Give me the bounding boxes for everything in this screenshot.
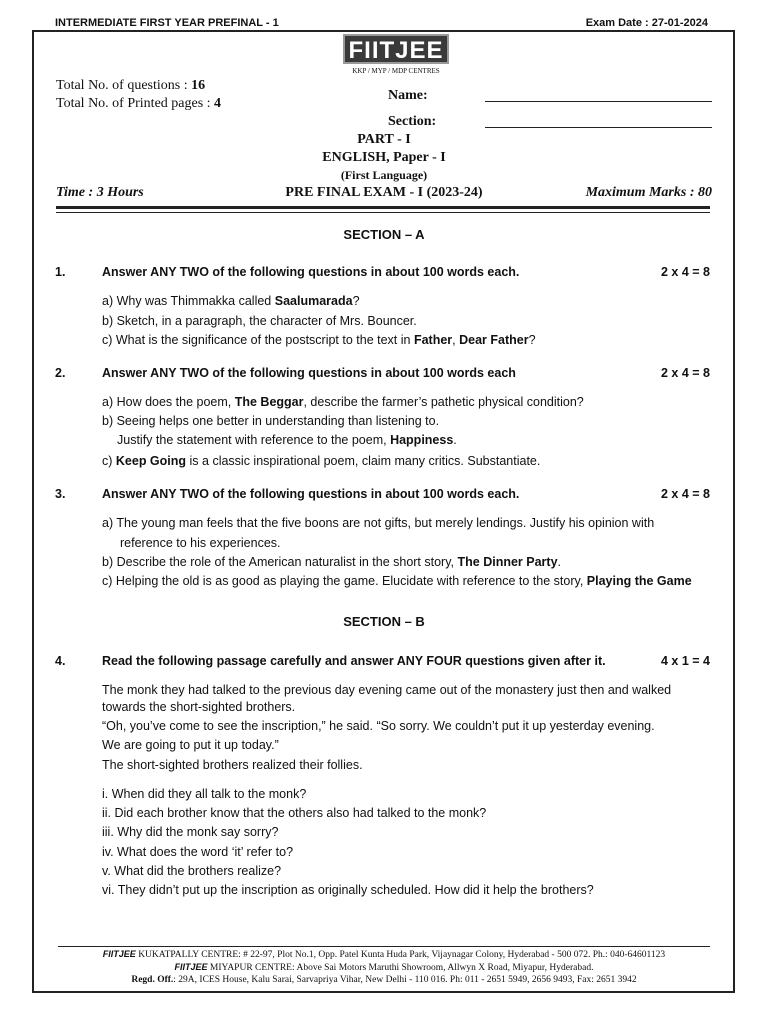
question-text: Answer ANY TWO of the following questions in about 100 words each. [102, 265, 520, 279]
question-text: Read the following passage carefully and answer ANY FOUR questions given after it. [102, 654, 606, 668]
question-number: 2. [55, 366, 66, 380]
question-item: b) Sketch, in a paragraph, the character of Mrs. Bouncer. [102, 314, 417, 328]
name-blank[interactable] [485, 101, 712, 102]
question-item: a) The young man feels that the five boons are not gifts, but merely lendings. Justify his opinion with [102, 516, 655, 530]
section-b-title: SECTION – B [343, 614, 425, 629]
question-item: reference to his experiences. [120, 536, 281, 550]
question-marks: 2 x 4 = 8 [661, 265, 710, 279]
question-number: 3. [55, 487, 66, 501]
language-title: (First Language) [340, 168, 428, 182]
footer-kukatpally: FIITJEE KUKATPALLY CENTRE: # 22-97, Plot No.1, Opp. Patel Kunta Huda Park, Vijaynagar Colony, Hyderabad - 500 072. Ph.: 040-64601123 [102, 949, 666, 960]
question-number: 1. [55, 265, 66, 279]
total-pages: Total No. of Printed pages : 4 [56, 96, 222, 111]
question-item: c) What is the significance of the postscript to the text in Father, Dear Father? [102, 333, 536, 347]
question-item: b) Seeing helps one better in understanding than listening to. [102, 414, 440, 428]
question-item: Justify the statement with reference to the poem, Happiness. [117, 433, 457, 447]
passage-line: towards the short-sighted brothers. [102, 700, 296, 714]
exam-title: INTERMEDIATE FIRST YEAR PREFINAL - 1 [55, 17, 279, 29]
section-blank[interactable] [485, 127, 712, 128]
question-item: b) Describe the role of the American naturalist in the short story, The Dinner Party. [102, 555, 562, 569]
name-label: Name: [388, 88, 428, 103]
sub-question: v. What did the brothers realize? [102, 864, 282, 878]
question-marks: 2 x 4 = 8 [661, 487, 710, 501]
exam-name: PRE FINAL EXAM - I (2023-24) [285, 185, 483, 200]
sub-question: vi. They didn’t put up the inscription as originally scheduled. How did it help the brothers? [102, 883, 594, 897]
passage-line: The monk they had talked to the previous day evening came out of the monastery just then and walked [102, 683, 672, 697]
max-marks: Maximum Marks : 80 [585, 185, 712, 200]
sub-question: i. When did they all talk to the monk? [102, 787, 307, 801]
question-marks: 4 x 1 = 4 [661, 654, 710, 668]
question-text: Answer ANY TWO of the following questions in about 100 words each. [102, 487, 520, 501]
question-item: c) Keep Going is a classic inspirational poem, claim many critics. Substantiate. [102, 454, 541, 468]
sub-question: iii. Why did the monk say sorry? [102, 825, 279, 839]
section-label: Section: [388, 114, 437, 129]
question-item: c) Helping the old is as good as playing the game. Elucidate with reference to the story, Playing the Game [102, 574, 692, 588]
footer-regd-office: Regd. Off.: 29A, ICES House, Kalu Sarai, Sarvapriya Vihar, New Delhi - 110 016. Ph: 011 - 2651 5949, 2656 9493, Fax: 2651 3942 [131, 975, 637, 985]
passage-line: The short-sighted brothers realized their follies. [102, 758, 363, 772]
sub-question: ii. Did each brother know that the others also had talked to the monk? [102, 806, 487, 820]
question-marks: 2 x 4 = 8 [661, 366, 710, 380]
exam-date: Exam Date : 27-01-2024 [585, 17, 708, 29]
subject-title: ENGLISH, Paper - I [322, 150, 446, 165]
section-a-title: SECTION – A [343, 227, 425, 242]
question-text: Answer ANY TWO of the following questions in about 100 words each [102, 366, 516, 380]
question-item: a) Why was Thimmakka called Saalumarada? [102, 294, 360, 308]
header-rule-thin [56, 212, 710, 213]
question-number: 4. [55, 654, 66, 668]
total-questions: Total No. of questions : 16 [56, 78, 206, 93]
passage-line: We are going to put it up today.” [102, 738, 279, 752]
footer-miyapur: FIITJEE MIYAPUR CENTRE: Above Sai Motors Maruthi Showroom, Allwyn X Road, Miyapur, Hyderabad. [174, 962, 594, 973]
passage-line: “Oh, you’ve come to see the inscription,” he said. “So sorry. We couldn’t put it up yesterday evening. [102, 719, 655, 733]
sub-question: iv. What does the word ‘it’ refer to? [102, 845, 294, 859]
logo-subtitle: KKP / MYP / MDP CENTRES [352, 67, 440, 75]
fiitjee-logo: FIITJEE [343, 34, 449, 64]
question-item: a) How does the poem, The Beggar, describe the farmer’s pathetic physical condition? [102, 395, 584, 409]
part-title: PART - I [357, 132, 411, 147]
time-label: Time : 3 Hours [56, 185, 144, 200]
footer-rule [58, 946, 710, 947]
header-rule-thick [56, 206, 710, 209]
